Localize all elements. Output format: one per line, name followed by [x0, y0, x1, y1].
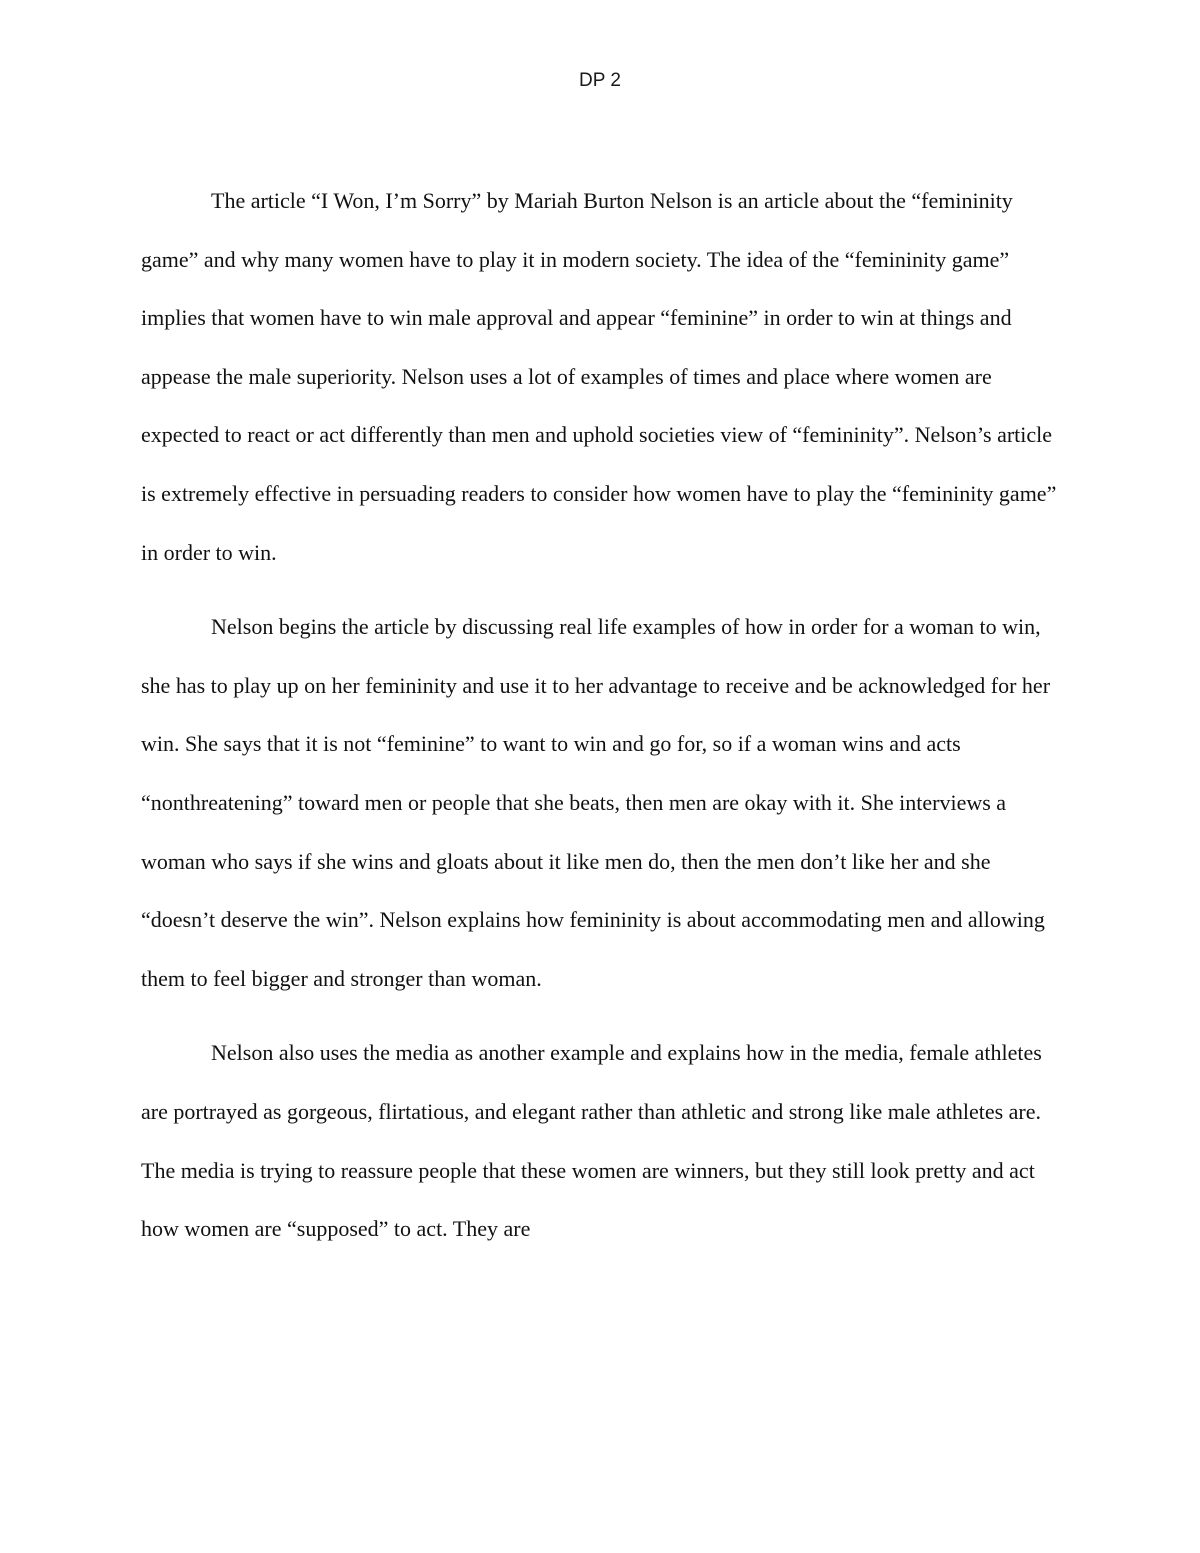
- paragraph-1: The article “I Won, I’m Sorry” by Mariah Burton Nelson is an article about the “femininity game” and why many women have to play it in modern society. The idea of the “femininity game” implies that women have to win male approval and appear “feminine” in order to win at things and appease the male superiority. Nelson uses a lot of examples of times and place where women are expected to react or act differently than men and uphold societies view of “femininity”. Nelson’s article is extremely effective in persuading readers to consider how women have to play the “femininity game” in order to win.: [141, 188, 1057, 565]
- document-body: [141, 172, 1066, 1275]
- paragraph-3: Nelson also uses the media as another example and explains how in the media, female athletes are portrayed as gorgeous, flirtatious, and elegant rather than athletic and strong like male athletes are. The media is trying to reassure people that these women are winners, but they still look pretty and act how women are “supposed” to act. They are: [141, 1040, 1042, 1242]
- page-header: DP 2: [579, 70, 621, 91]
- paragraph-2: Nelson begins the article by discussing real life examples of how in order for a woman to win, she has to play up on her femininity and use it to her advantage to receive and be acknowledged for her win. She says that it is not “feminine” to want to win and go for, so if a woman wins and acts “nonthreatening” toward men or people that she beats, then men are okay with it. She interviews a woman who says if she wins and gloats about it like men do, then the men don’t like her and she “doesn’t deserve the win”. Nelson explains how femininity is about accommodating men and allowing them to feel bigger and stronger than woman.: [141, 614, 1051, 991]
